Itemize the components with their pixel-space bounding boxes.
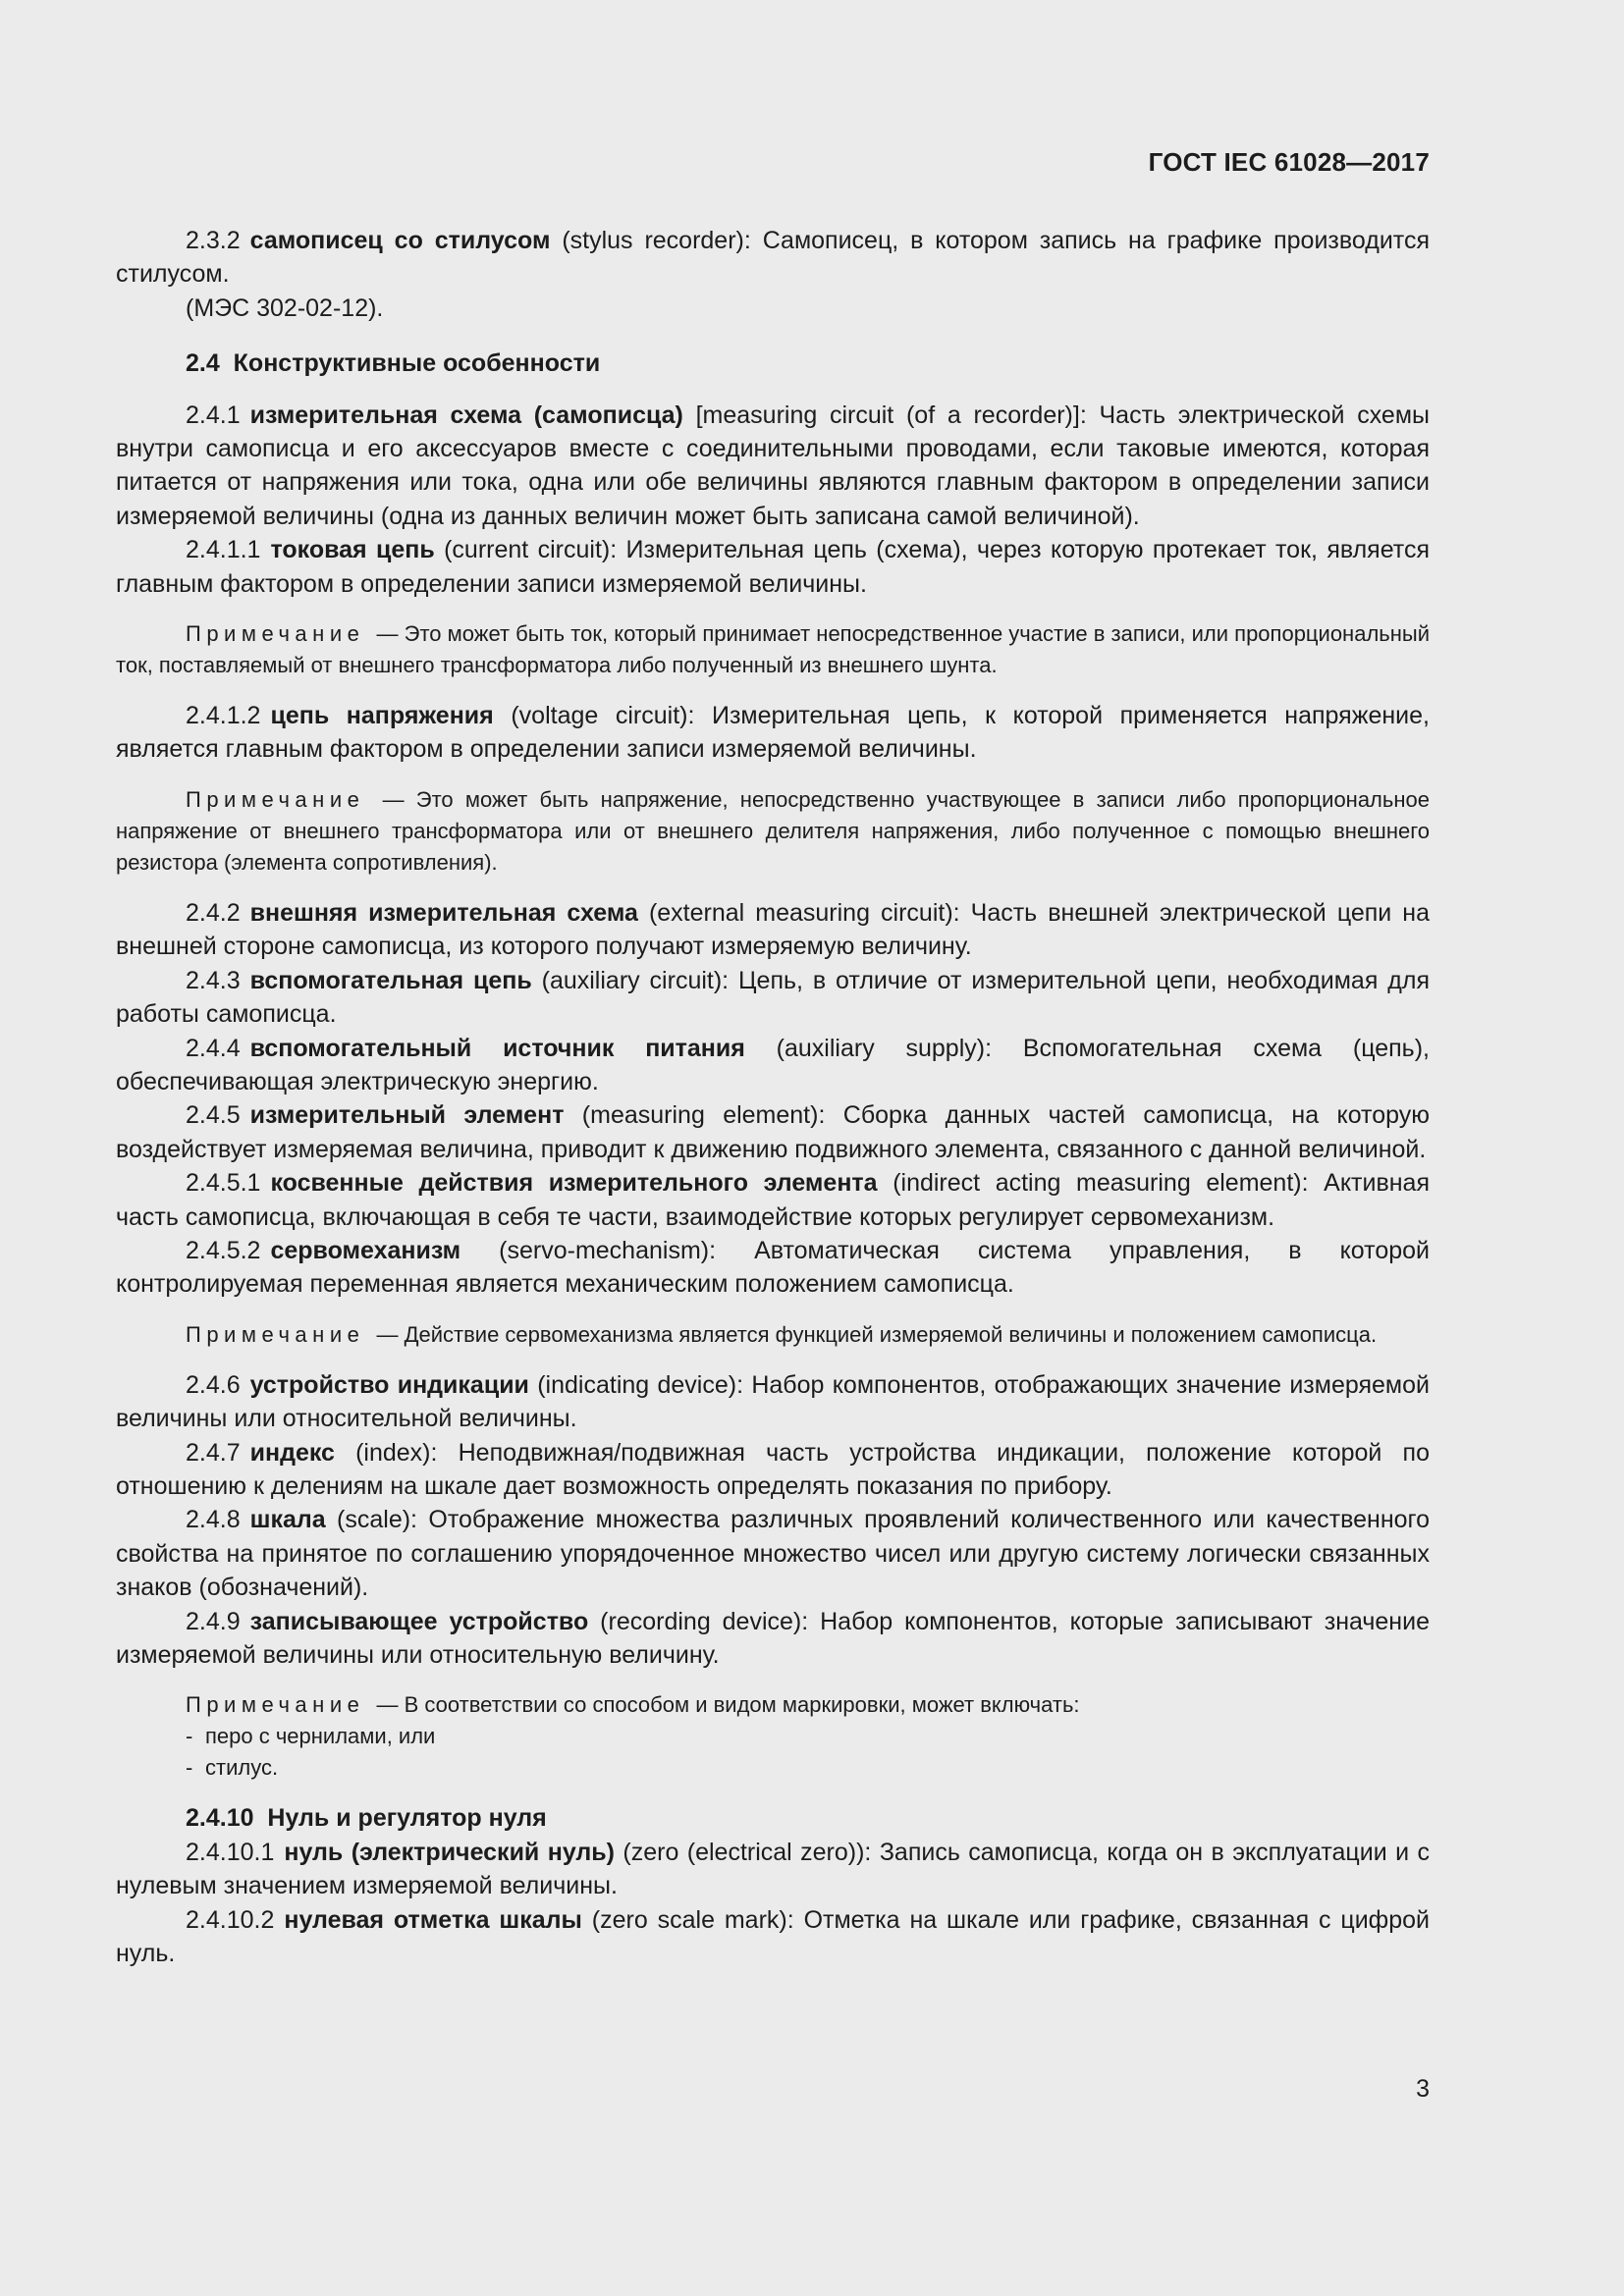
- clause-2-4-5: [116, 1098, 1430, 1166]
- clause-number: 2.4.6: [186, 1370, 241, 1399]
- clause-definition: Запись самописца, когда он в эксплуатации и с нулевым значением измеряемой величины.: [116, 1838, 1430, 1900]
- section-heading-2-4: [116, 347, 1430, 380]
- clause-term: измерительный элемент: [249, 1101, 565, 1130]
- clause-number: 2.4.5.1: [186, 1169, 261, 1198]
- note-text: Это может быть ток, который принимает непосредственное участие в записи, или пропорциональный ток, поставляемый от внешнего трансформатора либо полученный из внешнего шунта.: [116, 621, 1430, 678]
- clause-2-4-1-1: [116, 533, 1430, 601]
- clause-2-4-8: [116, 1503, 1430, 1604]
- note-label: Примечание: [186, 621, 365, 647]
- heading-title: Конструктивные особенности: [233, 349, 601, 378]
- clause-english-term: (measuring element):: [581, 1101, 826, 1130]
- clause-2-4-1-2: [116, 699, 1430, 767]
- document-body: [116, 224, 1430, 1970]
- clause-english-term: (external measuring circuit):: [648, 898, 960, 927]
- clause-reference: (МЭС 302-02-12).: [186, 294, 384, 322]
- note-2-4-1-1: [116, 618, 1430, 681]
- clause-definition: Активная часть самописца, включающая в себя те части, взаимодействие которых регулирует сервомеханизм.: [116, 1169, 1430, 1231]
- clause-number: 2.4.1.1: [186, 536, 261, 564]
- clause-definition: Неподвижная/подвижная часть устройства индикации, положение которой по отношению к делениям на шкале дает возможность определять показания по прибору.: [116, 1438, 1430, 1500]
- heading-number: 2.4.10: [186, 1804, 254, 1833]
- heading-number: 2.4: [186, 349, 220, 378]
- clause-2-4-3: [116, 964, 1430, 1032]
- clause-term: измерительная схема (самописца): [249, 400, 683, 429]
- note-2-4-1-2: [116, 784, 1430, 879]
- clause-definition: Часть электрической схемы внутри самописца и его аксессуаров вместе с соединительными проводами, если таковые имеются, которая питается от напряжения или тока, одна или обе величины являются главным фактором в определении записи измеряемой величины (одна из данных величин может быть записана самой величиной).: [116, 400, 1430, 530]
- clause-number: 2.4.5.2: [186, 1236, 261, 1264]
- note-text: Это может быть напряжение, непосредственно участвующее в записи либо пропорциональное напряжение от внешнего трансформатора или от внешнего делителя напряжения, либо полученное с помощью внешнего резистора (элемента сопротивления).: [116, 786, 1430, 875]
- clause-number: 2.4.2: [186, 898, 241, 927]
- clause-english-term: (auxiliary circuit):: [541, 966, 730, 994]
- clause-term: записывающее устройство: [249, 1607, 589, 1635]
- clause-definition: Сборка данных частей самописца, на которую воздействует измеряемая величина, приводит к движению подвижного элемента, связанного с данной величиной.: [116, 1101, 1430, 1163]
- note-dash: —: [382, 786, 405, 812]
- clause-term: вспомогательная цепь: [249, 966, 532, 994]
- note-text: В соответствии со способом и видом маркировки, может включать:: [404, 1692, 1080, 1718]
- section-heading-2-4-10: [116, 1801, 1430, 1835]
- clause-term: сервомеханизм: [270, 1236, 461, 1264]
- clause-english-term: (stylus recorder):: [562, 227, 751, 254]
- clause-2-4-2: [116, 896, 1430, 964]
- note-label: Примечание: [186, 786, 365, 812]
- clause-definition: Набор компонентов, отображающих значение измеряемой величины или относительной величины.: [116, 1370, 1430, 1433]
- clause-number: 2.4.10.1: [186, 1838, 275, 1866]
- note-dash: —: [376, 1321, 399, 1347]
- clause-number: 2.4.7: [186, 1438, 241, 1467]
- clause-term: токовая цепь: [270, 536, 435, 564]
- clause-number: 2.4.5: [186, 1101, 241, 1130]
- clause-term: нуль (электрический нуль): [284, 1838, 615, 1866]
- note-label: Примечание: [186, 1692, 365, 1718]
- clause-definition: Отображение множества различных проявлений количественного или качественного свойства на принятое по соглашению упорядоченное множество чисел или другую систему логически связанных знаков (обозначений).: [116, 1506, 1430, 1602]
- clause-definition: Набор компонентов, которые записывают значение измеряемой величины или относительную величину.: [116, 1607, 1430, 1669]
- clause-english-term: (auxiliary supply):: [776, 1034, 993, 1062]
- clause-term: устройство индикации: [249, 1370, 529, 1399]
- clause-definition: Самописец, в котором запись на графике производится стилусом.: [116, 227, 1430, 289]
- heading-title: Нуль и регулятор нуля: [267, 1804, 547, 1833]
- note-list-item: - перо с чернилами, или: [186, 1721, 1430, 1752]
- clause-2-4-7: [116, 1436, 1430, 1504]
- clause-term: шкала: [249, 1506, 326, 1534]
- clause-number: 2.4.9: [186, 1607, 241, 1635]
- clause-english-term: (current circuit):: [444, 536, 618, 564]
- note-dash: —: [376, 621, 399, 647]
- clause-2-4-4: [116, 1032, 1430, 1099]
- clause-definition: Измерительная цепь, к которой применяется напряжение, является главным фактором в определении записи измеряемой величины.: [116, 702, 1430, 764]
- clause-english-term: (zero (electrical zero)):: [623, 1838, 872, 1866]
- page-number: 3: [1416, 2075, 1430, 2103]
- clause-number: 2.4.8: [186, 1506, 241, 1534]
- clause-english-term: (scale):: [337, 1506, 417, 1534]
- clause-definition: Измерительная цепь (схема), через которую протекает ток, является главным фактором в определении записи измеряемой величины.: [116, 536, 1430, 598]
- clause-english-term: (index):: [355, 1438, 438, 1467]
- clause-term: вспомогательный источник питания: [249, 1034, 745, 1062]
- clause-number: 2.4.3: [186, 966, 241, 994]
- document-page: [116, 0, 1430, 2296]
- note-label: Примечание: [186, 1321, 365, 1347]
- clause-english-term: (servo-mechanism):: [499, 1236, 717, 1264]
- clause-2-4-5-1: [116, 1166, 1430, 1234]
- note-text: Действие сервомеханизма является функцией измеряемой величины и положением самописца.: [404, 1321, 1378, 1347]
- clause-term: нулевая отметка шкалы: [284, 1905, 582, 1934]
- clause-number: 2.4.1: [186, 400, 241, 429]
- clause-2-4-10-1: [116, 1836, 1430, 1903]
- clause-number: 2.4.4: [186, 1034, 241, 1062]
- note-2-4-5-2: [116, 1319, 1430, 1351]
- clause-term: цепь напряжения: [270, 702, 494, 730]
- note-2-4-9: [116, 1689, 1430, 1721]
- clause-definition: Автоматическая система управления, в которой контролируемая переменная является механическим положением самописца.: [116, 1236, 1430, 1299]
- clause-2-4-1: [116, 399, 1430, 534]
- clause-definition: Вспомогательная схема (цепь), обеспечивающая электрическую энергию.: [116, 1034, 1430, 1095]
- clause-number: 2.4.10.2: [186, 1905, 275, 1934]
- clause-2-4-6: [116, 1368, 1430, 1436]
- note-list-item: - стилус.: [186, 1752, 1430, 1784]
- clause-english-term: (indirect acting measuring element):: [893, 1169, 1309, 1198]
- clause-english-term: (indicating device):: [537, 1370, 744, 1399]
- document-header: ГОСТ IEC 61028—2017: [1148, 147, 1430, 177]
- clause-2-4-5-2: [116, 1234, 1430, 1302]
- clause-term: самописец со стилусом: [249, 227, 551, 254]
- clause-term: индекс: [249, 1438, 335, 1467]
- clause-english-term: (zero scale mark):: [591, 1905, 794, 1934]
- note-dash: —: [376, 1692, 399, 1718]
- clause-definition: Цепь, в отличие от измерительной цепи, необходимая для работы самописца.: [116, 966, 1430, 1029]
- clause-english-term: [measuring circuit (of a recorder)]:: [695, 400, 1087, 429]
- clause-2-4-10-2: [116, 1903, 1430, 1971]
- clause-2-3-2: [116, 224, 1430, 292]
- note-list: [116, 1721, 1430, 1784]
- clause-term: косвенные действия измерительного элемента: [270, 1169, 878, 1198]
- clause-english-term: (voltage circuit):: [511, 702, 695, 730]
- clause-english-term: (recording device):: [600, 1607, 809, 1635]
- clause-number: 2.3.2: [186, 227, 241, 254]
- clause-definition: Отметка на шкале или графике, связанная с цифрой нуль.: [116, 1905, 1431, 1968]
- clause-term: внешняя измерительная схема: [249, 898, 638, 927]
- clause-2-4-9: [116, 1605, 1430, 1673]
- clause-number: 2.4.1.2: [186, 702, 261, 730]
- clause-definition: Часть внешней электрической цепи на внешней стороне самописца, из которого получают измеряемую величину.: [116, 898, 1431, 961]
